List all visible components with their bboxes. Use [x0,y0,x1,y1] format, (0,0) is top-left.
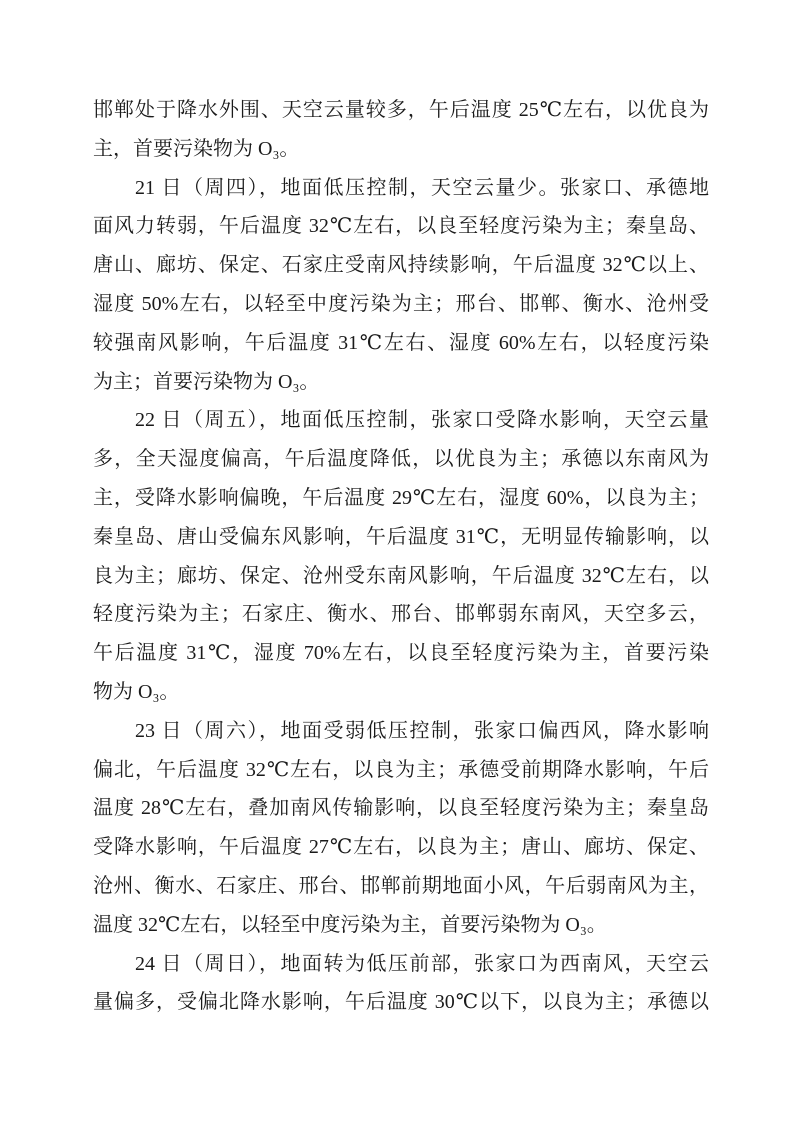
text-line: 主，受降水影响偏晚，午后温度 29℃左右，湿度 60%，以良为主； [93,486,709,509]
text-line: 温度 32℃左右，以轻至中度污染为主，首要污染物为 O₃。 [93,913,607,936]
text-line: 量偏多，受偏北降水影响，午后温度 30℃以下，以良为主；承德以 [93,991,709,1014]
text-line: 面风力转弱，午后温度 32℃左右，以良至轻度污染为主；秦皇岛、 [93,215,709,238]
text-line: 良为主；廊坊、保定、沧州受东南风影响，午后温度 32℃左右，以 [93,564,709,587]
text-line: 受降水影响，午后温度 27℃左右，以良为主；唐山、廊坊、保定、 [93,836,709,859]
text-line: 湿度 50%左右，以轻至中度污染为主；邢台、邯郸、衡水、沧州受 [93,292,709,315]
text-line: 偏北，午后温度 32℃左右，以良为主；承德受前期降水影响，午后 [93,758,709,781]
document-body [93,91,709,1022]
text-line: 午后温度 31℃，湿度 70%左右，以良至轻度污染为主，首要污染 [93,642,709,665]
text-line: 秦皇岛、唐山受偏东风影响，午后温度 31℃，无明显传输影响，以 [93,525,709,548]
text-line: 23 日（周六），地面受弱低压控制，张家口偏西风，降水影响 [135,719,709,742]
text-line: 主，首要污染物为 O₃。 [93,137,300,160]
text-line: 较强南风影响，午后温度 31℃左右、湿度 60%左右，以轻度污染 [93,331,709,354]
text-line: 温度 28℃左右，叠加南风传输影响，以良至轻度污染为主；秦皇岛 [93,797,709,820]
text-line: 唐山、廊坊、保定、石家庄受南风持续影响，午后温度 32℃以上、 [93,254,709,277]
text-line: 沧州、衡水、石家庄、邢台、邯郸前期地面小风，午后弱南风为主， [93,874,709,897]
text-line: 邯郸处于降水外围、天空云量较多，午后温度 25℃左右，以优良为 [93,99,709,121]
text-line: 24 日（周日），地面转为低压前部，张家口为西南风，天空云 [135,952,709,975]
text-line: 22 日（周五），地面低压控制，张家口受降水影响，天空云量 [135,409,709,432]
text-line: 为主；首要污染物为 O₃。 [93,370,320,393]
text-line: 物为 O₃。 [93,680,180,703]
text-line: 多，全天湿度偏高，午后温度降低，以优良为主；承德以东南风为 [93,448,709,471]
text-line: 轻度污染为主；石家庄、衡水、邢台、邯郸弱东南风，天空多云， [93,603,709,626]
text-line: 21 日（周四），地面低压控制，天空云量少。张家口、承德地 [135,176,709,199]
